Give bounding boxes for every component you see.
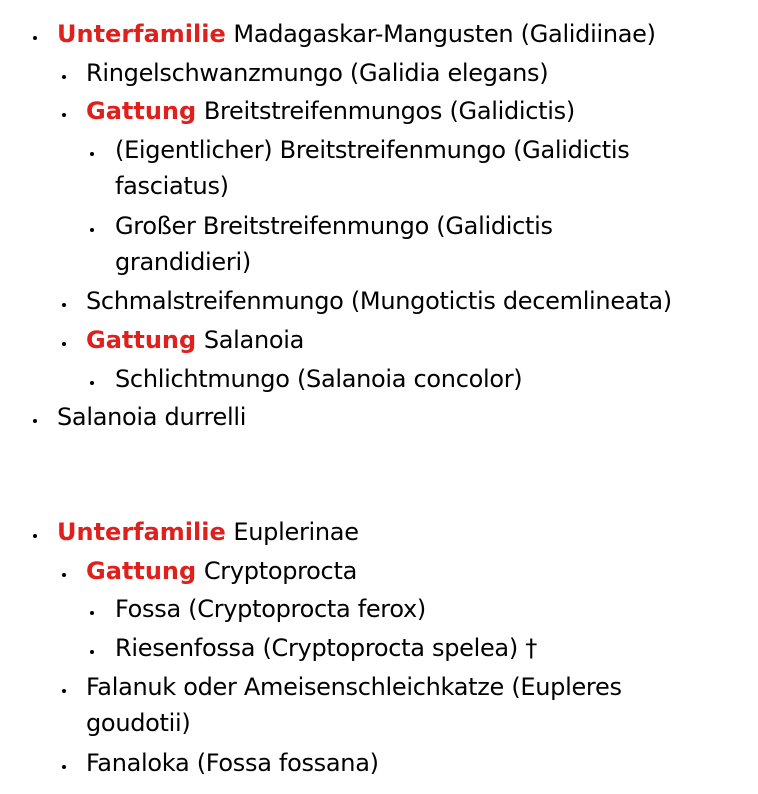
bullet-icon xyxy=(90,381,94,385)
bullet-icon xyxy=(62,342,66,346)
genus-salanoia xyxy=(86,325,304,355)
list-item-salanoia-durrelli: Salanoia durrelli xyxy=(57,403,247,431)
bullet-icon xyxy=(62,765,66,769)
bullet-icon xyxy=(62,75,66,79)
list-item-falanuk: Falanuk oder Ameisenschleichkatze (Eupleres xyxy=(86,673,622,701)
list-item-fanaloka: Fanaloka (Fossa fossana) xyxy=(86,749,379,777)
bullet-icon xyxy=(62,113,66,117)
taxon-name: Cryptoprocta xyxy=(203,557,357,585)
rank-label: Gattung xyxy=(86,557,197,585)
bullet-icon xyxy=(90,228,94,232)
genus-cryptoprocta xyxy=(86,556,357,586)
list-item-galidictis-grandidieri: Großer Breitstreifenmungo (Galidictis xyxy=(115,212,553,240)
bullet-icon xyxy=(62,689,66,693)
rank-label: Gattung xyxy=(86,97,197,125)
subfamily-euplerinae xyxy=(57,517,359,547)
list-item-galidictis-fasciatus-cont: fasciatus) xyxy=(115,172,229,200)
taxon-name: Madagaskar-Mangusten (Galidiinae) xyxy=(233,20,656,48)
list-item-mungotictis: Schmalstreifenmungo (Mungotictis decemlineata) xyxy=(86,287,672,315)
rank-label: Unterfamilie xyxy=(57,518,226,546)
taxon-name: Salanoia xyxy=(203,326,305,354)
bullet-icon xyxy=(62,303,66,307)
bullet-icon xyxy=(33,419,37,423)
taxon-name: Breitstreifenmungos (Galidictis) xyxy=(203,97,575,125)
bullet-icon xyxy=(62,573,66,577)
bullet-icon xyxy=(33,534,37,538)
bullet-icon xyxy=(90,650,94,654)
bullet-icon xyxy=(90,611,94,615)
subfamily-galidiinae xyxy=(57,19,656,49)
taxon-name: Euplerinae xyxy=(233,518,359,546)
list-item-riesenfossa: Riesenfossa (Cryptoprocta spelea) † xyxy=(115,634,537,662)
rank-label: Gattung xyxy=(86,326,197,354)
genus-galidictis xyxy=(86,96,575,126)
list-item-galidictis-fasciatus: (Eigentlicher) Breitstreifenmungo (Galidictis xyxy=(115,136,630,164)
list-item-ringtail: Ringelschwanzmungo (Galidia elegans) xyxy=(86,59,549,87)
list-item-falanuk-cont: goudotii) xyxy=(86,709,191,737)
list-item-salanoia-concolor: Schlichtmungo (Salanoia concolor) xyxy=(115,365,523,393)
list-item-galidictis-grandidieri-cont: grandidieri) xyxy=(115,248,251,276)
bullet-icon xyxy=(33,36,37,40)
list-item-fossa: Fossa (Cryptoprocta ferox) xyxy=(115,595,426,623)
bullet-icon xyxy=(90,152,94,156)
rank-label: Unterfamilie xyxy=(57,20,226,48)
